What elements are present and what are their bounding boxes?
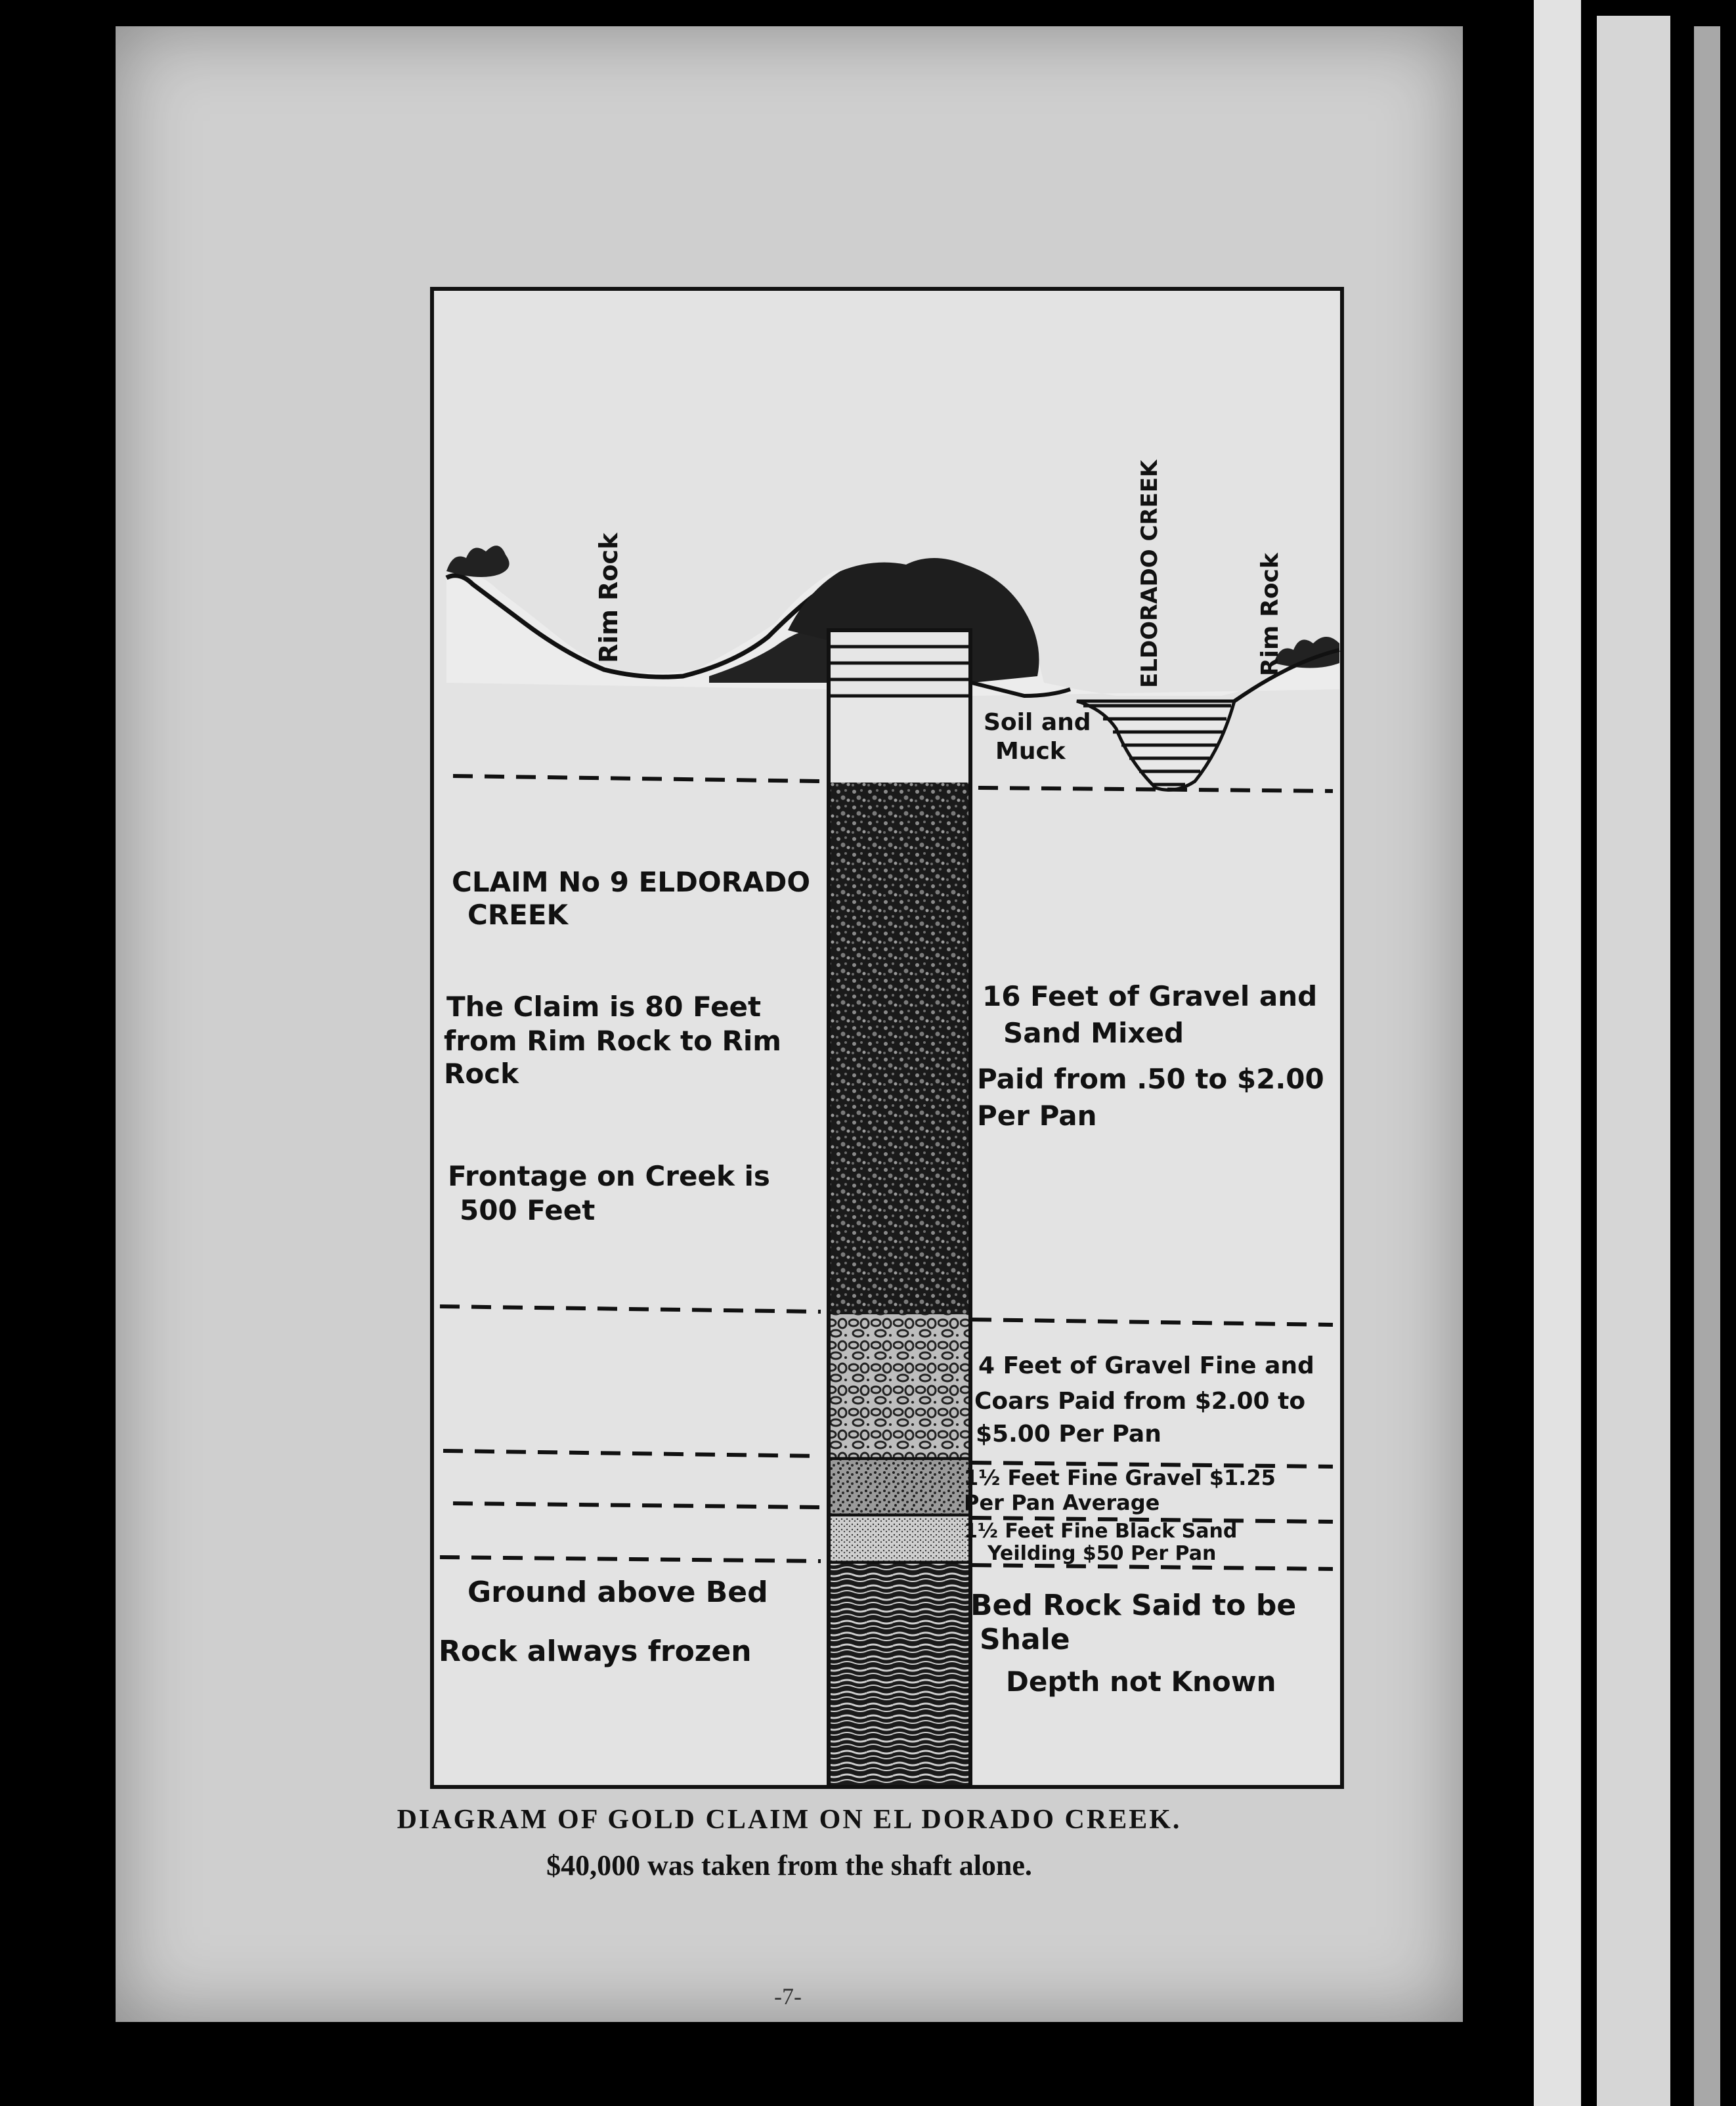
figure-caption-title: DIAGRAM OF GOLD CLAIM ON EL DORADO CREEK. [397,1805,1182,1835]
claim-title-line2: CREEK [467,899,569,931]
coarse-note-line3: $5.00 Per Pan [976,1421,1161,1448]
fine-note-line2: Per Pan Average [964,1490,1160,1515]
soil-label-line2: Muck [995,738,1066,765]
claim-width-line1: The Claim is 80 Feet [446,991,762,1023]
layer-gravel-sand [831,783,968,1314]
frontage-line1: Frontage on Creek is [448,1160,770,1192]
layer-black-sand [831,1516,968,1562]
creek-label: ELDORADO CREEK [1137,460,1163,688]
claim-title-line1: CLAIM No 9 ELDORADO [452,866,811,898]
figure-caption-subtitle: $40,000 was taken from the shaft alone. [546,1849,1032,1881]
claim-width-line2: from Rim Rock to Rim [444,1025,782,1057]
layer-bed-rock [831,1564,968,1785]
claim-width-line3: Rock [444,1058,519,1090]
coarse-note-line1: 4 Feet of Gravel Fine and [978,1352,1314,1379]
gravel-note-line1: 16 Feet of Gravel and [982,980,1318,1012]
bed-rock-note-line3: Depth not Known [1006,1665,1276,1698]
rim-rock-right-label: Rim Rock [1257,553,1284,676]
rim-rock-left-label: Rim Rock [594,532,623,663]
black-sand-note-line2: Yeilding $50 Per Pan [987,1542,1217,1565]
layer-coarse-gravel [831,1314,968,1459]
gravel-note-line2: Sand Mixed [1003,1017,1184,1049]
page-number: -7- [774,1983,802,2009]
frozen-line2: Rock always frozen [439,1635,752,1668]
fine-note-line1: 1½ Feet Fine Gravel $1.25 [964,1465,1276,1490]
bed-rock-note-line1: Bed Rock Said to be [970,1589,1297,1622]
frontage-line2: 500 Feet [460,1194,596,1226]
bed-rock-note-line2: Shale [980,1623,1070,1656]
gravel-note-line3: Paid from .50 to $2.00 [977,1063,1324,1095]
coarse-note-line2: Coars Paid from $2.00 to [974,1388,1306,1415]
frozen-line1: Ground above Bed [467,1576,768,1609]
gravel-note-line4: Per Pan [977,1100,1097,1132]
soil-label-line1: Soil and [984,709,1091,736]
black-sand-note-line1: 1½ Feet Fine Black Sand [964,1520,1238,1543]
layer-fine-gravel [831,1460,968,1515]
